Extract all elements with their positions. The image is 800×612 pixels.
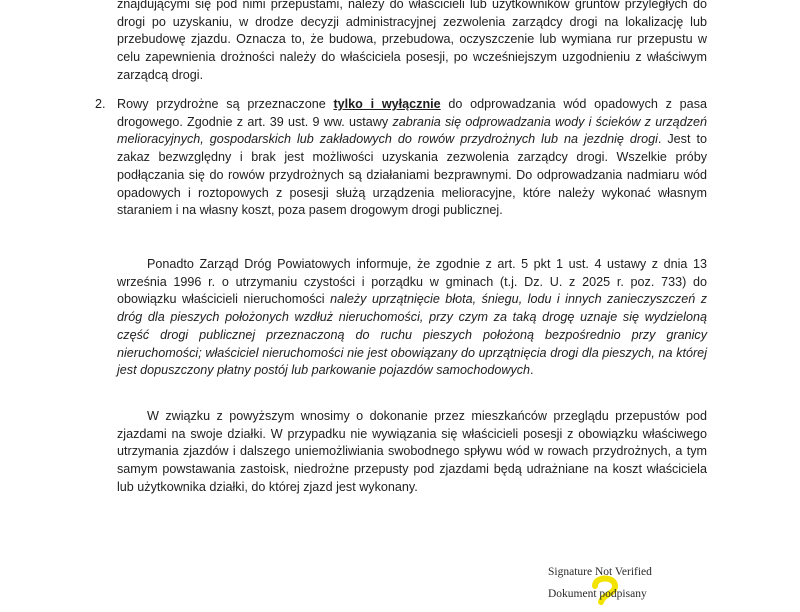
item2-text-3: . Jest to zakaz bezwzględny i brak jest możliwości uzyskania zezwolenia zarządcy drogi. Wszelkie próby podłączania się do rowów przydrożnych są działaniami bezprawnymi. Do odprowadzania nadmiaru wód opadowych i roztopowych z posesji służą urządzenia melioracyjne, które należy wykonać własnym staraniem i na własny koszt, poza pasem drogowym drogi publicznej. bbox=[117, 132, 707, 218]
signature-subtitle: Dokument podpisany bbox=[548, 588, 647, 600]
item2-quote: zabrania się odprowadzania wody i ścieków z urządzeń melioracyjnych, gospodarskich lub zakładowych do rowów przydrożnych lub na jezdnię drogi bbox=[117, 114, 707, 147]
item2-text-1: Rowy przydrożne są przeznaczone bbox=[117, 97, 334, 111]
list-item-body bbox=[117, 96, 707, 220]
para3-text-2: . bbox=[530, 363, 534, 378]
list-number: 2. bbox=[95, 97, 106, 111]
paragraph-3 bbox=[117, 256, 707, 380]
signature-status: Signature Not Verified bbox=[548, 566, 652, 578]
para3-quote: należy uprzątnięcie błota, śniegu, lodu i innych zanieczyszczeń z dróg dla pieszych położonych wzdłuż nieruchomości, przy czym za taką drogę uznaje się wydzieloną część drogi publicznej przeznaczoną do ruchu pieszych położoną bezpośrednio przy granicy nieruchomości; właściciel nieruchomości nie jest obowiązany do uprzątnięcia drogi dla pieszych, na której jest dopuszczony płatny postój lub parkowanie pojazdów samochodowych bbox=[117, 292, 707, 378]
para3-text-1: Ponadto Zarząd Dróg Powiatowych informuje, że zgodnie z art. 5 pkt 1 ust. 4 ustawy z dnia 13 września 1996 r. o utrzymaniu czystości i porządku w gminach (t.j. Dz. U. z 2025 r. poz. 733) do obowiązku właścicieli nieruchomości bbox=[117, 257, 707, 307]
paragraph-4: W związku z powyższym wnosimy o dokonanie przez mieszkańców przeglądu przepustów pod zjazdami na swoje działki. W przypadku nie wywiązania się właścicieli posesji z obowiązku właściwego utrzymania zjazdów i dalszego uniemożliwiania swobodnego spływu wód w rowach przydrożnych, a tym samym powstawania zastoisk, niedrożne przepusty pod zjazdami będą udrażniane na koszt właściciela lub użytkownika działki, do której zjazd jest wykonany. bbox=[117, 409, 707, 494]
item2-emphasis: tylko i wyłącznie bbox=[333, 97, 441, 111]
item2-text-2: do odprowadzania wód opadowych z pasa drogowego. Zgodnie z art. 39 ust. 9 ww. ustawy bbox=[117, 97, 707, 129]
paragraph-continuation: znajdującymi się pod nimi przepustami, należy do właścicieli lub użytkowników gruntów przyległych do drogi po uzyskaniu, w drodze decyzji administracyjnej zezwolenia zarządcy drogi na lokalizację lub przebudowę zjazdu. Oznacza to, że budowa, przebudowa, oczyszczenie lub wymiana rur przepustu w celu zapewnienia drożności należy do właściciela posesji, po wcześniejszym uzgodnieniu z właściwym zarządcą drogi. bbox=[117, 0, 707, 82]
